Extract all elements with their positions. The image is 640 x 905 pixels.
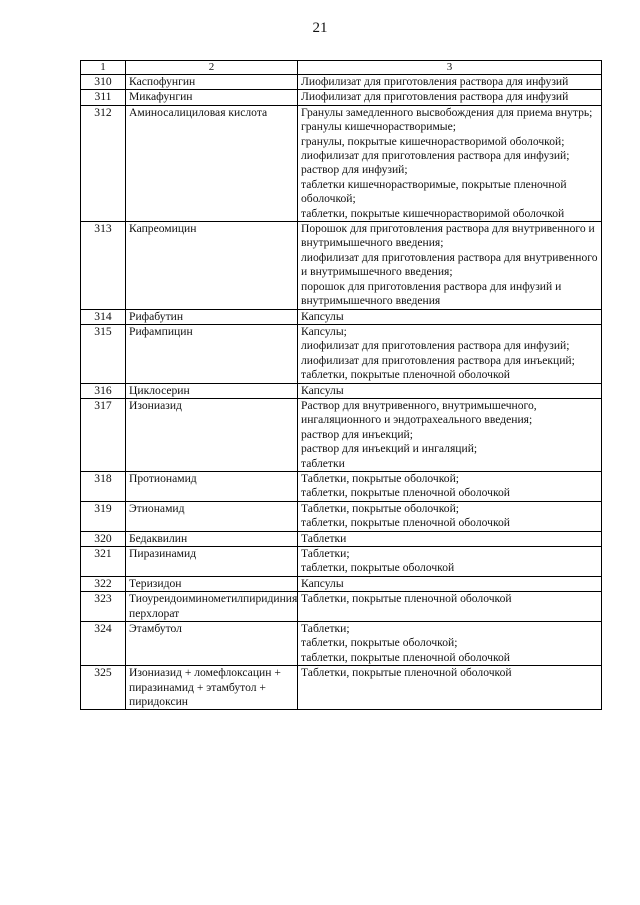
drug-name: Рифабутин bbox=[126, 309, 298, 324]
drug-name: Аминосалициловая кислота bbox=[126, 105, 298, 221]
dosage-forms: Таблетки; таблетки, покрытые оболочкой bbox=[298, 547, 602, 577]
dosage-forms: Таблетки, покрытые пленочной оболочкой bbox=[298, 592, 602, 622]
drug-name: Протионамид bbox=[126, 471, 298, 501]
dosage-forms: Капсулы bbox=[298, 309, 602, 324]
header-row bbox=[81, 61, 602, 75]
dosage-forms: Таблетки; таблетки, покрытые оболочкой; таблетки, покрытые пленочной оболочкой bbox=[298, 622, 602, 666]
drug-name: Циклосерин bbox=[126, 383, 298, 398]
table-row bbox=[81, 531, 602, 546]
drug-name: Микафунгин bbox=[126, 90, 298, 105]
drug-name: Этионамид bbox=[126, 501, 298, 531]
dosage-forms: Таблетки bbox=[298, 531, 602, 546]
table-row bbox=[81, 501, 602, 531]
table-row bbox=[81, 324, 602, 383]
header-col-1: 1 bbox=[81, 61, 126, 75]
row-number: 324 bbox=[81, 622, 126, 666]
drug-name: Этамбутол bbox=[126, 622, 298, 666]
table-row bbox=[81, 90, 602, 105]
dosage-forms: Лиофилизат для приготовления раствора для инфузий bbox=[298, 90, 602, 105]
table-row bbox=[81, 105, 602, 221]
dosage-forms: Капсулы bbox=[298, 576, 602, 591]
dosage-forms: Таблетки, покрытые оболочкой; таблетки, покрытые пленочной оболочкой bbox=[298, 471, 602, 501]
drug-name: Капреомицин bbox=[126, 222, 298, 309]
drug-name: Теризидон bbox=[126, 576, 298, 591]
row-number: 325 bbox=[81, 666, 126, 710]
drug-name: Бедаквилин bbox=[126, 531, 298, 546]
dosage-forms: Таблетки, покрытые оболочкой; таблетки, покрытые пленочной оболочкой bbox=[298, 501, 602, 531]
row-number: 311 bbox=[81, 90, 126, 105]
row-number: 319 bbox=[81, 501, 126, 531]
table-row bbox=[81, 222, 602, 309]
row-number: 321 bbox=[81, 547, 126, 577]
dosage-forms: Лиофилизат для приготовления раствора для инфузий bbox=[298, 75, 602, 90]
dosage-forms: Капсулы; лиофилизат для приготовления раствора для инфузий; лиофилизат для приготовления раствора для инъекций; таблетки, покрытые пленочной оболочкой bbox=[298, 324, 602, 383]
row-number: 310 bbox=[81, 75, 126, 90]
row-number: 313 bbox=[81, 222, 126, 309]
dosage-forms: Порошок для приготовления раствора для внутривенного и внутримышечного введения; лиофилизат для приготовления раствора для внутривенного и внутримышечного введения; порошок для приготовления раствора для инфузий и внутримышечного введения bbox=[298, 222, 602, 309]
dosage-forms: Раствор для внутривенного, внутримышечного, ингаляционного и эндотрахеального введения; раствор для инъекций; раствор для инъекций и ингаляций; таблетки bbox=[298, 398, 602, 471]
table-row bbox=[81, 309, 602, 324]
row-number: 317 bbox=[81, 398, 126, 471]
page-number: 21 bbox=[312, 20, 328, 36]
drug-name: Каспофунгин bbox=[126, 75, 298, 90]
row-number: 315 bbox=[81, 324, 126, 383]
header-col-3: 3 bbox=[298, 61, 602, 75]
dosage-forms: Капсулы bbox=[298, 383, 602, 398]
row-number: 318 bbox=[81, 471, 126, 501]
header-col-2: 2 bbox=[126, 61, 298, 75]
drug-name: Изониазид bbox=[126, 398, 298, 471]
table-row bbox=[81, 576, 602, 591]
row-number: 322 bbox=[81, 576, 126, 591]
table-row bbox=[81, 398, 602, 471]
dosage-forms: Гранулы замедленного высвобождения для приема внутрь; гранулы кишечнорастворимые; гранулы, покрытые кишечнорастворимой оболочкой; лиофилизат для приготовления раствора для инфузий; раствор для инфузий; таблетки кишечнорастворимые, покрытые пленочной оболочкой; таблетки, покрытые кишечнорастворимой оболочкой bbox=[298, 105, 602, 221]
row-number: 320 bbox=[81, 531, 126, 546]
table-row bbox=[81, 592, 602, 622]
drug-name: Пиразинамид bbox=[126, 547, 298, 577]
row-number: 316 bbox=[81, 383, 126, 398]
table-row bbox=[81, 383, 602, 398]
row-number: 312 bbox=[81, 105, 126, 221]
table-row bbox=[81, 471, 602, 501]
drug-table bbox=[80, 60, 602, 710]
row-number: 323 bbox=[81, 592, 126, 622]
drug-name: Тиоуреидоиминометилпиридиния перхлорат bbox=[126, 592, 298, 622]
table-row bbox=[81, 666, 602, 710]
drug-name: Изониазид + ломефлоксацин + пиразинамид + этамбутол + пиридоксин bbox=[126, 666, 298, 710]
row-number: 314 bbox=[81, 309, 126, 324]
drug-name: Рифампицин bbox=[126, 324, 298, 383]
dosage-forms: Таблетки, покрытые пленочной оболочкой bbox=[298, 666, 602, 710]
table-row bbox=[81, 622, 602, 666]
table-row bbox=[81, 75, 602, 90]
table-row bbox=[81, 547, 602, 577]
